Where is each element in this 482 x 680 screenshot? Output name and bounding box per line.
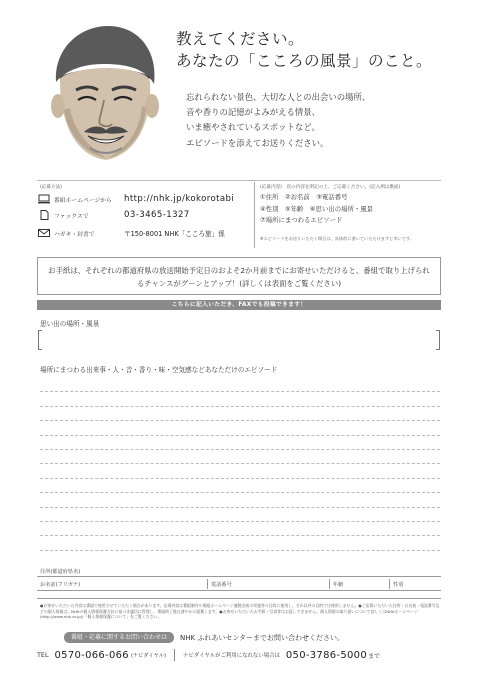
age-field-label: 年齢 — [333, 582, 344, 588]
required-section-label: (応募内容) 次の内容を明記の上、ご応募ください。(記入例は裏面) — [260, 185, 401, 190]
contact-pill: 番組・応募に関するお問い合わせは — [64, 632, 174, 643]
intro-line: いま癒やされているスポットなど。 — [186, 122, 320, 133]
required-note: ※エピソードをお送りいただく場合は、具体的に書いていただけますと幸いです。 — [260, 236, 414, 241]
alt-phone-suffix: まで — [367, 652, 380, 660]
envelope-icon — [38, 228, 50, 238]
telephone-row — [37, 647, 441, 663]
fax-banner: こちらに記入いただき、FAXでも投稿できます！ — [37, 300, 441, 310]
contact-row — [64, 632, 444, 643]
place-field[interactable] — [38, 330, 440, 350]
fax-number: 03-3465-1327 — [124, 210, 190, 220]
phone-field-label: 電話番号 — [211, 582, 232, 588]
document-icon — [38, 210, 50, 220]
gender-field-label: 性別 — [393, 582, 404, 588]
address-field-label: 住所(都道府県名) — [40, 569, 81, 575]
intro-text — [186, 90, 370, 151]
field-divider — [329, 579, 330, 589]
intro-line: 音や香りの記憶がよみがえる情景、 — [186, 107, 320, 118]
writing-line — [40, 421, 440, 435]
contact-text: NHK ふれあいセンターまでお問い合わせください。 — [180, 633, 345, 642]
writing-line — [40, 407, 440, 421]
computer-icon — [38, 194, 50, 204]
required-item-line: ④性別 ⑤年齢 ⑥思い出の場所・風景 — [260, 204, 374, 213]
writing-line — [40, 464, 440, 478]
tel-label: TEL — [37, 651, 49, 659]
writing-line — [40, 378, 440, 392]
intro-line: 忘れられない景色、大切な人との出会いの場所、 — [186, 92, 371, 102]
writing-line — [40, 522, 440, 536]
writing-line — [40, 479, 440, 493]
fine-print: ●お寄せいただいた内容は番組で使用させていただく場合があります。応募内容は番組制作や番組ホームページ連動企画の実施等の目的に使用し、それ以外の目的では使用しません。●ご応募いただいた住所・お名前・電話番号などの個人情報は、NHKの個人情報保護方針に基づき適切に管理し、番組終了後は速やかに廃棄します。●お寄せいただいたお手紙・写真等はお返しできません。個人情報の取り扱いについて詳しくはNHKホームページ(http://www.nhk.or.jp/)「個人情報保護について」をご覧ください。 — [40, 603, 440, 620]
tel-divider — [174, 649, 175, 661]
column-divider — [254, 182, 255, 248]
intro-line: エピソードを添えてお送りください。 — [186, 137, 329, 148]
method-mail — [38, 226, 225, 240]
method-web — [38, 192, 234, 206]
writing-line — [40, 436, 440, 450]
method-web-label: 番組ホームページから — [54, 197, 112, 204]
place-field-label: 思い出の場所・風景 — [40, 320, 100, 328]
personal-info-row[interactable] — [37, 577, 441, 591]
episode-writing-area[interactable] — [40, 378, 440, 551]
writing-line — [40, 450, 440, 464]
headline-line-2: あなたの「こころの風景」のこと。 — [176, 52, 433, 70]
method-fax — [38, 208, 190, 222]
bracket-right — [436, 330, 440, 350]
writing-line — [40, 508, 440, 522]
headline-line-1: 教えてください。 — [176, 30, 305, 48]
website-url[interactable]: http://nhk.jp/kokorotabi — [124, 194, 235, 204]
navi-dial-note: (ナビダイヤル) — [130, 652, 166, 659]
alt-phone-number: 050-3786-5000 — [285, 649, 367, 661]
required-items — [260, 192, 373, 227]
methods-section-label: (応募方法) — [40, 185, 62, 190]
deadline-notice: お手紙は、それぞれの都道府県の放送開始予定日のおよそ2か月前までにお寄せいただけると、番組で取り上げられるチャンスがグーンとアップ！(詳しくは表面をご覧ください) — [37, 257, 441, 295]
writing-line — [40, 493, 440, 507]
alt-number-note: ナビダイヤルがご利用になれない場合は — [183, 653, 280, 659]
field-divider — [389, 579, 390, 589]
writing-line — [40, 536, 440, 550]
mailing-address: 〒150-8001 NHK「こころ旅」係 — [124, 230, 225, 238]
method-fax-label: ファックスで — [54, 213, 89, 220]
host-portrait-illustration — [46, 20, 162, 170]
episode-field-label: 場所にまつわる出来事・人・音・香り・味・空気感などあなただけのエピソード — [40, 366, 278, 374]
headline — [176, 28, 432, 72]
field-divider — [207, 579, 208, 589]
required-item-line: ①住所 ②お名前 ③電話番号 — [260, 193, 348, 201]
method-mail-label: ハガキ・封書で — [54, 231, 95, 238]
name-field-label: お名前(フリガナ) — [40, 582, 81, 588]
section-rule — [37, 180, 441, 181]
bracket-left — [38, 330, 42, 350]
form-bottom-rule — [37, 598, 441, 599]
required-item-line: ⑦場所にまつわるエピソード — [260, 216, 343, 224]
navi-dial-number: 0570-066-066 — [54, 649, 129, 661]
writing-line — [40, 392, 440, 406]
